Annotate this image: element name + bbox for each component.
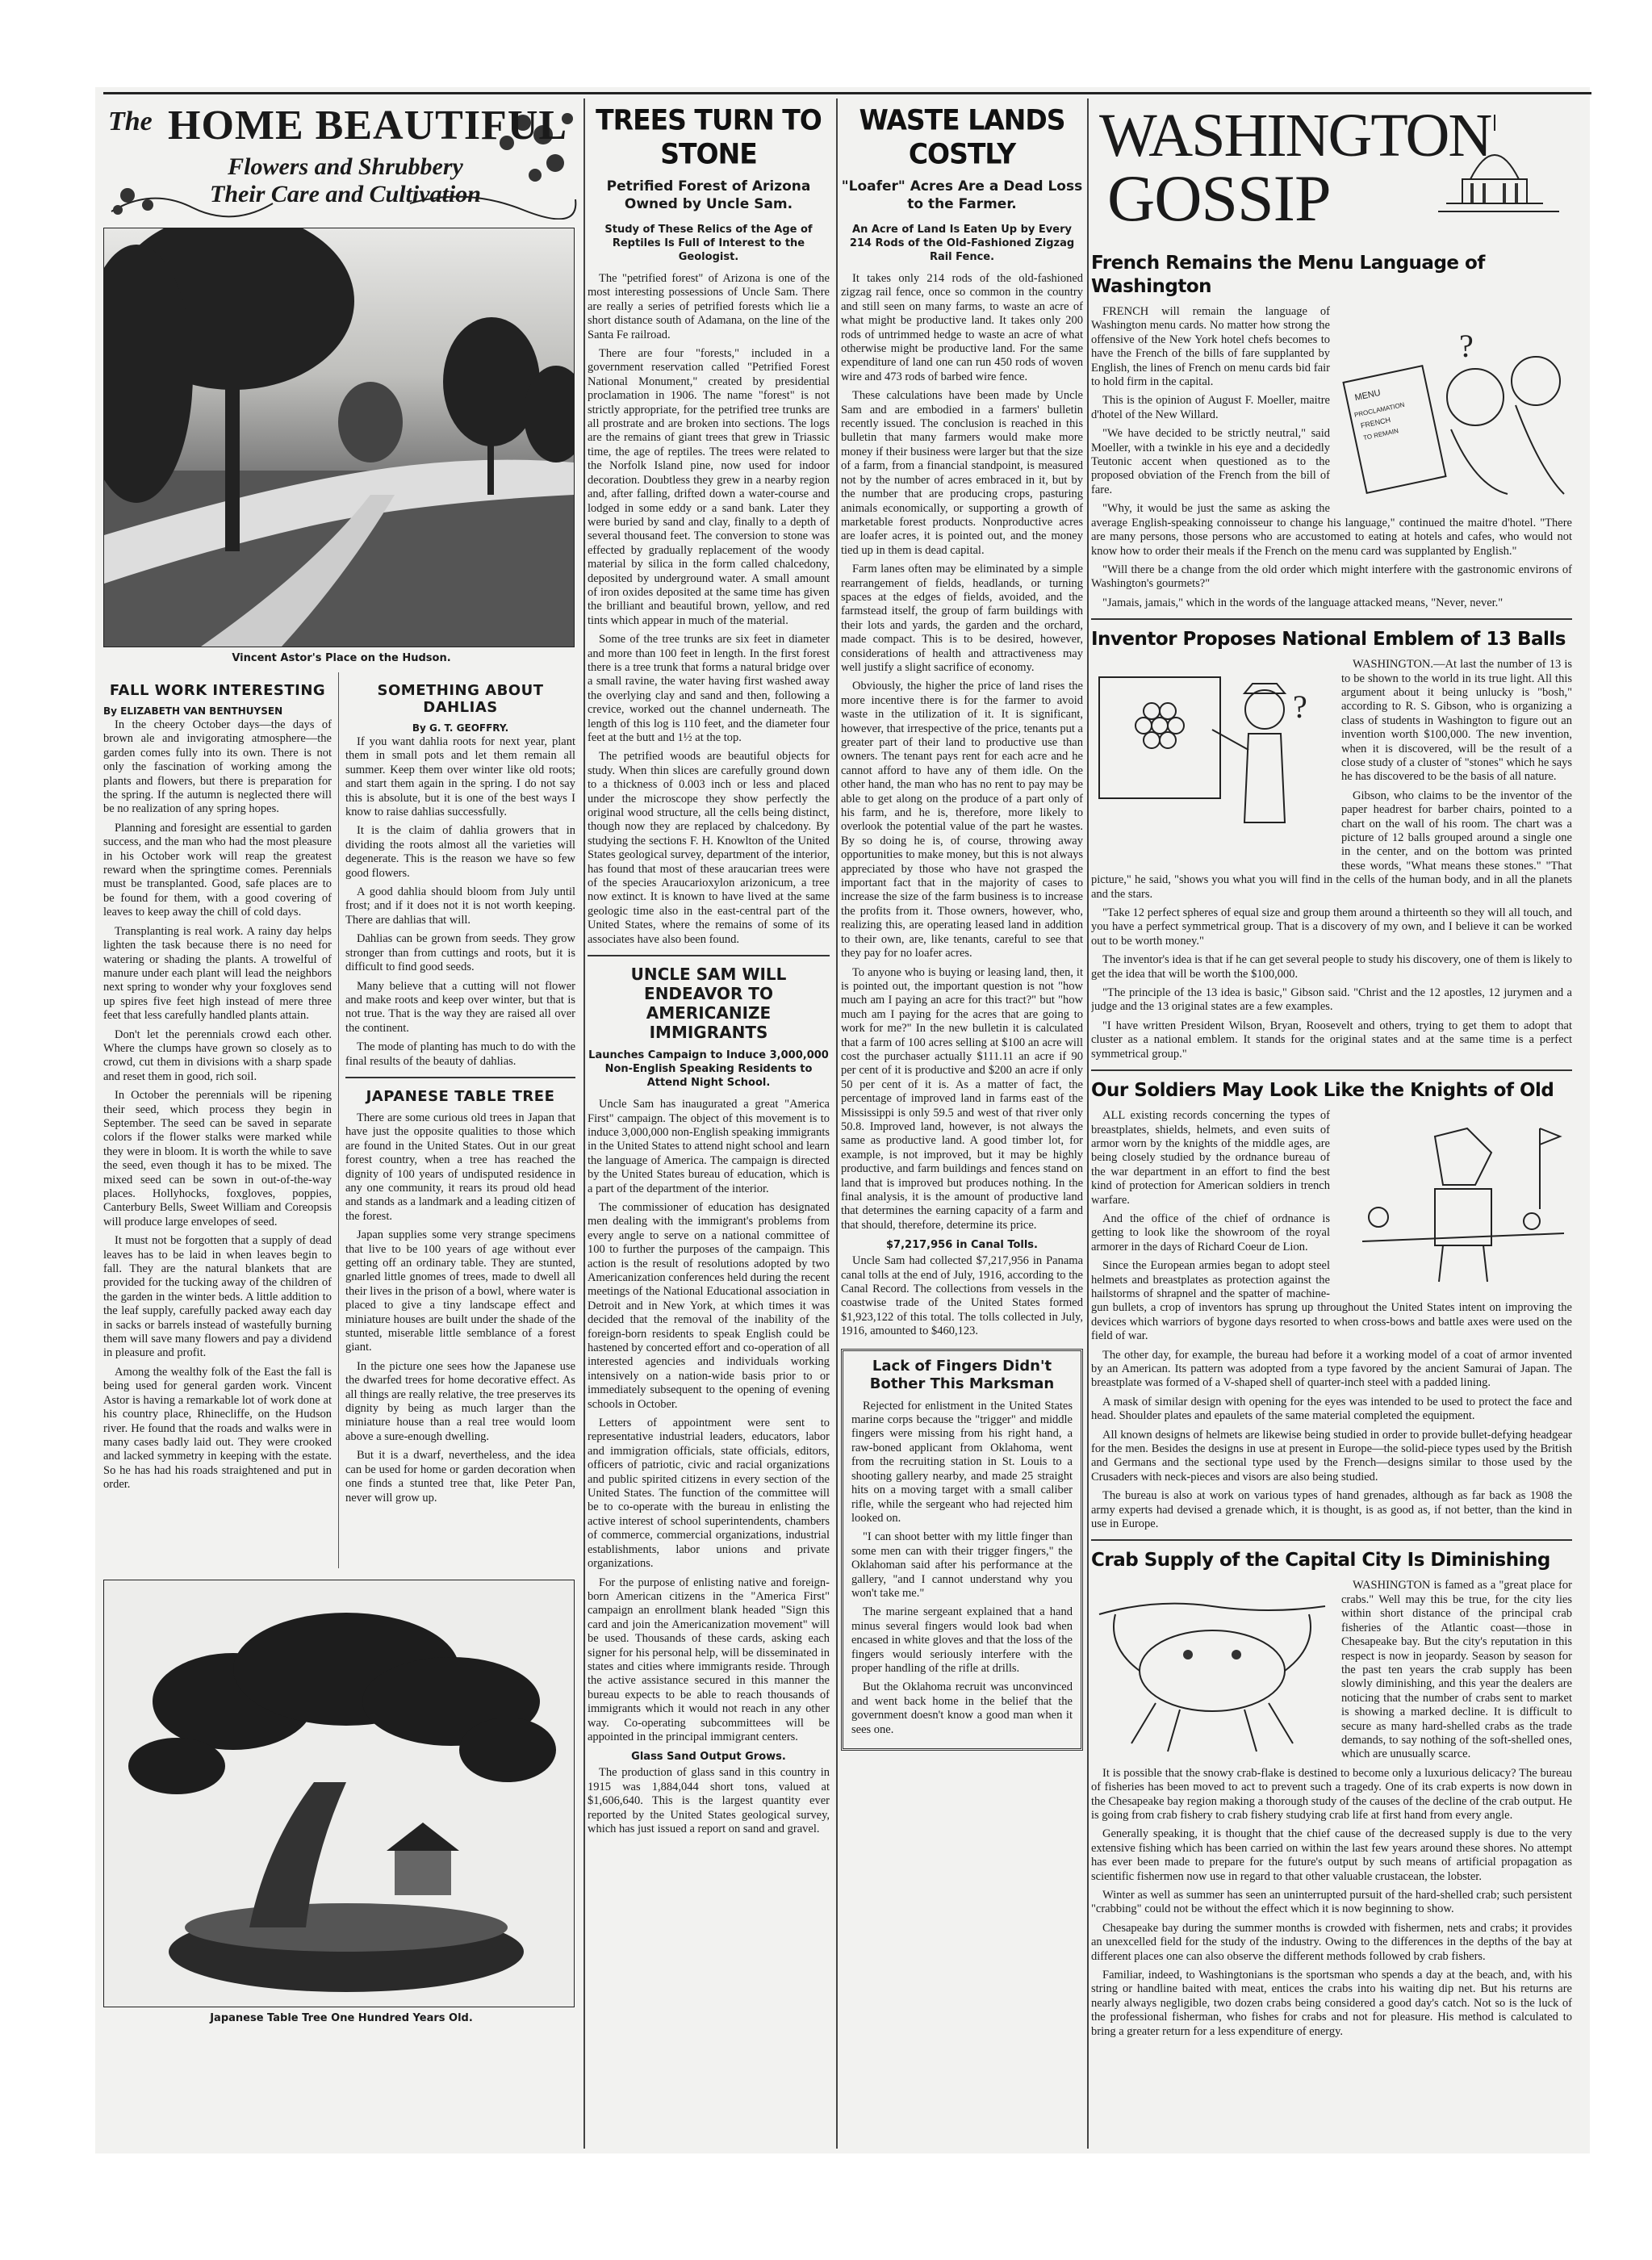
waste-lands-column bbox=[841, 98, 1083, 2149]
menu-card-text: MENU bbox=[1353, 387, 1382, 404]
fall-work-headline: FALL WORK INTERESTING bbox=[109, 682, 326, 699]
dahlias-para: Many believe that a cutting will not flower and make roots and keep over winter, but that is not true. That is the way they are raised all over the continent. bbox=[345, 979, 575, 1035]
immigrants-deck: Launches Campaign to Induce 3,000,000 Non-English Speaking Residents to Attend Night School. bbox=[588, 1049, 829, 1090]
home-beautiful-column bbox=[103, 98, 579, 2149]
trees-stone-headline: TREES TURN TO STONE bbox=[596, 103, 822, 170]
estate-road-illustration bbox=[104, 228, 574, 647]
french-menu-para: "Will there be a change from the old order which might interfere with the gastronomic environs of Washington's gourmets?" bbox=[1091, 563, 1572, 591]
astor-photo-caption: Vincent Astor's Place on the Hudson. bbox=[232, 652, 451, 664]
masthead-title: HOME BEAUTIFUL bbox=[168, 103, 568, 149]
thirteen-balls-para: "Take 12 perfect spheres of equal size and group them around a thirteenth so they will all touch, and you have a perfect symmetrical group. That is a discovery of my own, and I believe it can be worked out to be worth money." bbox=[1091, 906, 1572, 948]
marksman-para: But the Oklahoma recruit was unconvinced and went back home in the belief that the government doesn't know a good man when it sees one. bbox=[851, 1680, 1073, 1736]
crab-supply-para: WASHINGTON is famed as a "great place for crabs." Well may this be true, for the city lies within short distance of the principal crab fisheries of the Atlantic coast—those in Chesapeake bay. But the city's reputation in this respect is now in jeopardy. Season by season for the past ten years the crab supply has been slowly diminishing, and this year the dealers are noticing that the number of crabs sent to market is showing a marked decline. It is difficult to secure as many hard-shelled crabs as the trade demands, to say nothing of the soft-shelled ones, which are unusually scarce. bbox=[1341, 1579, 1572, 1761]
japanese-tree-headline: JAPANESE TABLE TREE bbox=[366, 1087, 555, 1105]
knights-para: A mask of similar design with opening for the eyes was intended to be used to protect the face and head. Shoulder plates and epaulets of the same material completed the equipment. bbox=[1091, 1395, 1572, 1423]
thirteen-balls-para: "The principle of the 13 idea is basic," Gibson said. "Christ and the 12 apostles, 12 jurymen and a judge and the 13 original states are a few examples. bbox=[1091, 986, 1572, 1014]
knights-para: All known designs of helmets are likewise being studied in order to provide bullet-defying headgear for the men. Besides the designs in use at present in Europe—the solid-piece types used by the British and Germans and the sectional type used by the French—designs similar to those used by the Crusaders with neck-pieces and visors are also being studied. bbox=[1091, 1428, 1572, 1484]
table-tree-caption: Japanese Table Tree One Hundred Years Old. bbox=[210, 2012, 473, 2024]
crab-supply-para: Chesapeake bay during the summer months is crowded with fishermen, nets and crabs; it provides an unexcelled field for the study of the industry. Owing to the differences in the depths of the bay at different places one can also observe the different methods followed by crab fishers. bbox=[1091, 1921, 1572, 1963]
menu-card-text: PROCLAMATION bbox=[1353, 400, 1406, 419]
marksman-box bbox=[841, 1349, 1083, 1751]
canal-tolls-headline: $7,217,956 in Canal Tolls. bbox=[886, 1239, 1038, 1252]
marksman-headline: Lack of Fingers Didn't Bother This Marksman bbox=[869, 1357, 1055, 1392]
crab-supply-para: Winter as well as summer has seen an uninterrupted pursuit of the hard-shelled crab; such persistent "crabbing" could not be without the effect which it is now beginning to show. bbox=[1091, 1889, 1572, 1916]
dahlias-para: The mode of planting has much to do with the final results of the beauty of dahlias. bbox=[345, 1040, 575, 1068]
dahlias-byline: By G. T. GEOFFRY. bbox=[412, 722, 509, 734]
armor-cartoon-illustration bbox=[1338, 1112, 1572, 1290]
french-menu-para: "We have decided to be strictly neutral," said Moeller, with a twinkle in his eye and a decidedly Teutonic accent when questioned as to the proposed obviation of the French from the bill of fare. bbox=[1091, 427, 1330, 496]
washington-gossip-masthead bbox=[1091, 98, 1572, 244]
japanese-tree-para: In the picture one sees how the Japanese use the dwarfed trees for home decorative effect. As all things are really relative, the tree preserves its dignity by being as much larger than the miniature house than a real tree would loom above a sure-enough dwelling. bbox=[345, 1359, 575, 1443]
immigrants-para: The commissioner of education has designated men dealing with the immigrant's problems from every angle to serve on a national committee of 100 to further the purposes of the campaign. This action is the result of resolutions adopted by two Americanization conferences held during the recent meetings of the National Educational association in Detroit and in New York, at which times it was decided that the removal of the inability of the foreign-born residents to speak English could be hastened by concerted effort and co-operation of all interested agencies and individuals working intensively on a nation-wide basis prior to or immediately subsequent to the opening of evening schools in October. bbox=[588, 1200, 830, 1411]
knights-para: The bureau is also at work on various types of hand grenades, although as far back as 1908 the army experts had devised a grenade which, it is thought, is as good as, if not better, than the kind in use in Europe. bbox=[1091, 1489, 1572, 1531]
knights-para: Since the European armies began to adopt steel helmets and breastplates as protection against the hailstorms of shrapnel and the spatter of machine-gun bullets, a crop of inventors has sprung up throughout the United States intent on improving the devices which warriors of bygone days resorted to when cross-bows and battle axes were used on the field of war. bbox=[1091, 1259, 1572, 1343]
separator bbox=[345, 1077, 575, 1078]
trees-stone-para: The petrified woods are beautiful objects for study. When thin slices are carefully ground down to a thickness of 0.003 inch or less and placed under the microscope they show perfectly the original wood structure, all the cells being distinct, though now they are replaced by chalcedony. By studying the sections F. H. Knowlton of the United States geological survey, department of the interior, has found that most of these araucarian trees were of the species Araucarioxylon arizonicum, a tree now extinct. It is known to have lived at the same geologic time also in the east-central part of the United States, where the remains of some of its associates have also been found. bbox=[588, 750, 830, 946]
trees-stone-para: The "petrified forest" of Arizona is one of the most interesting possessions of Uncle Sam. There are really a series of petrified forests which lie a short distance south of Adamana, on the line of the Santa Fe railroad. bbox=[588, 272, 830, 341]
immigrants-para: For the purpose of enlisting native and foreign-born American citizens in the "America First" campaign an enrollment blank headed "Sign this card and join the Americanization movement" will be used. Thousands of these cards, asking each signer for his personal help, will be disseminated in states and cities where immigrants reside. Through the active assistance secured in this manner the bureau expects to be able to reach thousands of immigrants which it would not reach in any other way. Co-operating subcommittees will be appointed in the principal immigrant centers. bbox=[588, 1576, 830, 1743]
dahlias-para: If you want dahlia roots for next year, plant them in small pots and let them remain all summer. Keep them over winter like old roots; and start them again in the spring. I do not say this is absolute, but it is one of the best ways I know to raise dahlias successfully. bbox=[345, 735, 575, 819]
trees-stone-subdeck: Study of These Relics of the Age of Reptiles Is Full of Interest to the Geologist. bbox=[604, 224, 813, 263]
fall-work-para: Planning and foresight are essential to garden success, and the man who had the most pleasure in his October work will reap the greatest reward when the springtime comes. Perennials must be transplanted. Good, safe places are to be found for them, with a good covering of leaves to keep away the chill of cold days. bbox=[103, 821, 332, 919]
knights-para: ALL existing records concerning the types of breastplates, shields, helmets, and even suits of armor worn by the knights of the middle ages, are being closely studied by the ordnance bureau of the war department in an effort to find the best kind of protection for American soldiers in trench warfare. bbox=[1091, 1109, 1330, 1207]
svg-text:?: ? bbox=[1293, 688, 1307, 726]
french-menu-para: This is the opinion of August F. Moeller, maitre d'hotel of the New Willard. bbox=[1091, 394, 1330, 421]
dahlias-article bbox=[345, 672, 575, 1510]
thirteen-balls-para: "I have written President Wilson, Bryan, Roosevelt and others, trying to get them to adopt that cluster as a national emblem. It stands for the original states and at the same time is a perfect symmetrical group." bbox=[1091, 1019, 1572, 1061]
crab-supply-headline: Crab Supply of the Capital City Is Diminishing bbox=[1091, 1550, 1550, 1572]
fall-work-para: In October the perennials will be ripening their seed, which process they begin in September. The seed can be saved in separate colors if the flower stalks were marked while they were in bloom. It is worth the while to save the seed, even though it has to be mixed. The mixed seed can be sown in out-of-the-way places. Hollyhocks, foxgloves, poppies, Canterbury Bells, Sweet William and Coreopsis will produce large envelopes of seed. bbox=[103, 1089, 332, 1228]
trees-stone-para: Some of the tree trunks are six feet in diameter and more than 100 feet in length. In the first forest there is a tree trunk that forms a natural bridge over a small ravine, the water having first washed away the overlying clay and sand and then, following a crevice, worked out the channel underneath. The length of this log is 110 feet, and the diameter four feet at the butt and 1½ at the top. bbox=[588, 633, 830, 744]
french-menu-para: "Jamais, jamais," which in the words of the language attacked means, "Never, never." bbox=[1102, 596, 1504, 609]
gossip-title-line2: GOSSIP bbox=[1107, 161, 1331, 235]
crab-cartoon-illustration bbox=[1091, 1582, 1333, 1760]
waste-lands-para: Obviously, the higher the price of land rises the more incentive there is for the farmer to avoid waste in the utilization of it. It is significant, however, that irrespective of the price, tenants put a greater part of their land to productive use than owners. The tenant pays rent for each acre and he cannot afford to have any of them idle. On the other hand, the man who has no rent to pay may be able to get along on the produce of a part only of his farm, and he is, therefore, more likely to overlook the potential value of the part he wastes. By so doing he is, of course, throwing away opportunities to make money, but this is not always appreciated by those who have not grasped the important fact that in the majority of cases to increase the size of the farm business is to increase the profits from it. Those owners, however, who, realizing this, are operating leased land in addition to their own, are, like tenants, careful to see that they pay for no loafer acres. bbox=[841, 680, 1083, 960]
knights-para: The other day, for example, the bureau had before it a working model of a coat of armor invented by an American. Its pattern was adopted from a type favored by the ancient Samurai of Japan. The breastplate was formed of a V-shaped shell of quarter-inch steel with a padded lining. bbox=[1091, 1348, 1572, 1390]
thirteen-balls-headline: Inventor Proposes National Emblem of 13 Balls bbox=[1091, 629, 1566, 651]
glass-sand-para: The production of glass sand in this country in 1915 was 1,884,044 short tons, valued at $1,606,640. This is the largest quantity ever reported by the United States geological survey, which has just issued a report on sand and gravel. bbox=[588, 1766, 830, 1835]
marksman-para: "I can shoot better with my little finger than some men can with their trigger fingers," the Oklahoman said after his performance at the gallery, "and I cannot understand why you won't take me." bbox=[851, 1530, 1073, 1600]
column-divider bbox=[836, 98, 838, 2149]
trees-stone-deck: Petrified Forest of Arizona Owned by Uncle Sam. bbox=[606, 178, 811, 212]
astor-estate-photo bbox=[103, 228, 575, 647]
waste-lands-para: To anyone who is buying or leasing land, then, it is pointed out, the important question is not "how much am I paying an acre for this tract?" but "how much am I paying for the acres that are going to work for me?" In the new bulletin it is calculated that a farm of 100 acres selling at $100 an acre will cost the purchaser actually $111.11 an acre if 90 per cent of it is productive and $200 an acre if only 50 per cent of it is. As a matter of fact, the percentage of improved land in farms east of the Mississippi is only 59.5 and west of that river only 50.8. Improved land, however, is not always the same as productive land. A good timber lot, for example, is not improved, but it may be highly productive, and farm buildings and fences stand on land that is improved but produces nothing. In the final analysis, it is the amount of productive land that determines the earning capacity of a farm and that should, therefore, determine its price. bbox=[841, 965, 1083, 1232]
knights-para: And the office of the chief of ordnance is getting to look like the showroom of the royal armorer in the days of Richard Coeur de Lion. bbox=[1091, 1212, 1330, 1253]
inventor-cartoon-illustration bbox=[1091, 661, 1333, 855]
waste-lands-headline: WASTE LANDS COSTLY bbox=[859, 103, 1065, 170]
japanese-tree-para: But it is a dwarf, nevertheless, and the idea can be used for home or garden decoration when one finds a stunted tree that, like Peter Pan, never will grow up. bbox=[345, 1449, 575, 1505]
masthead-the: The bbox=[108, 107, 153, 136]
marksman-para: Rejected for enlistment in the United States marine corps because the "trigger" and middle fingers were missing from his right hand, a raw-boned applicant from Oklahoma, went from the recruiting station in St. Louis to a shooting gallery nearby, and made 25 straight hits on a moving target with a small caliber rifle, while the sergeant who had rejected him looked on. bbox=[851, 1399, 1073, 1525]
home-beautiful-masthead bbox=[103, 98, 579, 220]
dahlias-para: Dahlias can be grown from seeds. They grow stronger than from cuttings and roots, but it is difficult to find good seeds. bbox=[345, 932, 575, 974]
fall-work-para: Among the wealthy folk of the East the fall is being used for general garden work. Vincent Astor is having a remarkable lot of work done at his country place, Rhinecliffe, on the Hudson river. He found that the roads and walks were in many cases badly laid out. They were crooked and lacked symmetry in keeping with the estate. So he has had his roads straightened and put in order. bbox=[103, 1365, 332, 1492]
waste-lands-deck: "Loafer" Acres Are a Dead Loss to the Farmer. bbox=[841, 178, 1083, 212]
french-menu-para: FRENCH will remain the language of Washington menu cards. No matter how strong the offensive of the New York hotel chefs becomes to have the French of the bills of fare supplanted by English, the lines of French on menu cards bid fair to hold firm in the capital. bbox=[1091, 305, 1330, 389]
inventor-cartoon bbox=[1091, 661, 1333, 855]
fall-work-byline: By ELIZABETH VAN BENTHUYSEN bbox=[103, 705, 283, 717]
chef-cartoon-illustration bbox=[1338, 308, 1572, 510]
fall-work-para: In the cheery October days—the days of brown ale and invigorating atmosphere—the garden comes fully into its own. There is not only the fascination of working among the plants and flowers, but there is preparation for the spring. If the autumn is neglected there will be no realization of any spring hopes. bbox=[103, 718, 332, 816]
immigrants-para: Uncle Sam has inaugurated a great "America First" campaign. The object of this movement is to induce 3,000,000 non-English speaking immigrants in the United States to attend night school and learn the language of America. The campaign is directed by the United States bureau of education, which is a part of the department of the interior. bbox=[588, 1098, 830, 1195]
dahlias-para: It is the claim of dahlia growers that in dividing the roots almost all the varieties will degenerate. This is the reason we have so few good flowers. bbox=[345, 824, 575, 880]
fall-work-para: Transplanting is real work. A rainy day helps lighten the task because there is no need for watering or shading the plants. A trowelful of manure under each plant will lead the neighbors next spring to wonder why your foxgloves send up spires five feet high instead of mere three feet that less carefully handled plants attain. bbox=[103, 924, 332, 1023]
table-tree-photo bbox=[103, 1580, 575, 2007]
thirteen-balls-para: The inventor's idea is that if he can get several people to study his discovery, one of them is likely to get the idea that will be worth the $100,000. bbox=[1091, 953, 1572, 981]
column-divider bbox=[583, 98, 585, 2149]
separator bbox=[588, 955, 830, 956]
canal-tolls-para: Uncle Sam had collected $7,217,956 in Panama canal tolls at the end of July, 1916, according to the Canal Record. The collections from vessels in the coastwise trade of the United States formed $1,923,122 of this total. The tolls collected in July, 1916, amounted to $460,123. bbox=[841, 1254, 1083, 1338]
fall-work-para: It must not be forgotten that a supply of dead leaves has to be laid in when leaves begin to fall. They are the natural blankets that are provided for the tucking away of the children of the garden in the winter beds. A little addition to the leaf supply, carefully packed away each day in sacks or barrels instead of wastefully burning them will save many flowers and pay a dividend in pleasure and profit. bbox=[103, 1234, 332, 1360]
trees-stone-column bbox=[588, 98, 830, 2149]
immigrants-headline: UNCLE SAM WILL ENDEAVOR TO AMERICANIZE IMMIGRANTS bbox=[630, 965, 787, 1043]
bonsai-illustration bbox=[104, 1580, 574, 2007]
glass-sand-headline: Glass Sand Output Grows. bbox=[631, 1751, 786, 1764]
fall-work-article bbox=[103, 672, 332, 1497]
japanese-tree-para: Japan supplies some very strange specimens that live to be 100 years of age without ever getting off an ordinary table. They are stunted, gnarled little gnomes of trees, made to dwell all their lives in the prison of a bowl, where water is placed to give a tiny landscape effect and miniature houses are built under the shade of the stunted, miserable little semblance of a forest giant. bbox=[345, 1228, 575, 1354]
fall-work-para: Don't let the perennials crowd each other. Where the clumps have grown so closely as to crowd, cut them in divisions with a sharp spade and reset them in good, rich soil. bbox=[103, 1027, 332, 1083]
menu-card-text: TO REMAIN bbox=[1362, 427, 1399, 442]
immigrants-para: Letters of appointment were sent to representative industrial leaders, educators, labor and immigration officials, state officials, editors, officers of patriotic, civic and racial organizations and public spirited citizens in every section of the United States. The function of the committee will be to co-operate with the bureau in enlisting the active interest of school superintendents, chambers of commerce, commercial organizations, industrial establishments, labor unions and private organizations. bbox=[588, 1417, 830, 1571]
waste-lands-para: It takes only 214 rods of the old-fashioned zigzag rail fence, once so common in the country and still seen on many farms, to waste an acre of what might be productive land. It takes only 200 rods of untrimmed hedge to waste an acre of what otherwise might be productive land. For the same expenditure of land one can run 450 rods of woven wire and 473 rods of barbed wire fence. bbox=[841, 272, 1083, 383]
trees-stone-para: There are four "forests," included in a government reservation called "Petrified Forest National Monument," created by presidential proclamation in 1906. The name "forest" is not strictly appropriate, for the petrified tree trunks are all prostrate and are broken into sections. The logs are the remains of giant trees that grew in Triassic time, the age of reptiles. The trees were related to the Norfolk Island pine, now used for indoor decoration. Doubtless they grew in a nearby region and, after falling, drifted down a water-course and lodged in some eddy or a sand bank. Later they were buried by sand and clay, finally to a depth of several thousand feet. The conversion to stone was effected by gradually replacement of the woody material by silica in the form called chalcedony, deposited by underground water. A small amount of iron oxides deposited at the same time has given the brilliant and beautiful brown, yellow, and red tints which appear in much of the material. bbox=[588, 347, 830, 627]
crab-cartoon bbox=[1091, 1582, 1333, 1760]
separator bbox=[1091, 618, 1572, 620]
thirteen-balls-para: WASHINGTON.—At last the number of 13 is to be shown to the world in its true light. All this argument about it being unlucky is "bosh," according to R. S. Gibson, who is organizing a class of students in Washington to figure out an invention worth $100,000. The new invention, when it is discovered, will be the result of a close study of a cluster of "stones" which he says he has discovered to be the basis of all nature. bbox=[1341, 658, 1572, 784]
washington-gossip-column bbox=[1091, 98, 1572, 2149]
top-rule bbox=[103, 92, 1591, 94]
masthead-line2: Flowers and Shrubbery bbox=[228, 153, 463, 180]
chef-cartoon bbox=[1338, 308, 1572, 510]
masthead-line3: Their Care and Cultivation bbox=[210, 181, 481, 207]
armor-cartoon bbox=[1338, 1112, 1572, 1290]
separator bbox=[1091, 1539, 1572, 1541]
dahlias-headline: SOMETHING ABOUT DAHLIAS bbox=[377, 682, 544, 716]
menu-card-text: FRENCH bbox=[1360, 415, 1391, 430]
crab-supply-para: Generally speaking, it is thought that the chief cause of the decreased supply is due to the very extensive fishing which has been carried on within the last few years around these shores. No attempt has ever been made to prepare for the future's output by such means of artificial propagation as scientific fishermen now use in regard to that other valuable crustacean, the lobster. bbox=[1091, 1827, 1572, 1883]
gossip-title-line1: WASHINGTON bbox=[1099, 102, 1491, 170]
waste-lands-subdeck: An Acre of Land Is Eaten Up by Every 214 Rods of the Old-Fashioned Zigzag Rail Fence. bbox=[849, 224, 1075, 263]
dahlias-para: A good dahlia should bloom from July until frost; and if it does not it is not worth keeping. There are dahlias that will. bbox=[345, 885, 575, 927]
separator bbox=[1091, 1069, 1572, 1071]
french-menu-para: "Why, it would be just the same as asking the average English-speaking connoisseur to change his language," continued the maitre d'hotel. "There are many persons, those persons who are accustomed to eating at hotels and cafes, who would not know how to order their meals if the French on the menu card was supplanted by English." bbox=[1091, 502, 1572, 558]
svg-text:?: ? bbox=[1459, 328, 1474, 364]
inner-divider bbox=[338, 672, 339, 1568]
waste-lands-para: Farm lanes often may be eliminated by a simple rearrangement of fields, headlands, or turning spaces at the edges of fields, avoided, and the farmstead itself, the group of farm buildings with their lots and yards, the garden and the orchard, made compact. This is to be desired, however, considerations of health and attractiveness may well justify a slight sacrifice of economy. bbox=[841, 563, 1083, 674]
waste-lands-para: These calculations have been made by Uncle Sam and are embodied in a farmers' bulletin recently issued. The conclusion is reached in this bulletin that many farmers would make more money if their business were larger but that the size of a farm, from a financial standpoint, is measured not by the number of acres embraced in it, but by the number that are producing crops, pasturing animals economically, or supporting a growth of marketable forest products. Nonproductive acres are loafer acres, it is pointed out, and the money tied up in them is dead capital. bbox=[841, 389, 1083, 557]
french-menu-headline: French Remains the Menu Language of Washington bbox=[1091, 253, 1485, 297]
marksman-para: The marine sergeant explained that a hand minus several fingers would look bad when encased in white gloves and that the loss of the fingers would seriously interfere with the proper handling of the rifle at drills. bbox=[851, 1605, 1073, 1675]
thirteen-balls-para: Gibson, who claims to be the inventor of the paper headrest for barber chairs, pointed to a chart on the wall of his room. The chart was a picture of 12 balls grouped around a single one in the center, and on the bottom was printed these words, "What means these stones." "That picture," he said, "shows you what you will find in the cells of the human body, and in all the planets and the stars. bbox=[1091, 789, 1572, 901]
column-divider bbox=[1087, 98, 1089, 2149]
crab-supply-para: It is possible that the snowy crab-flake is destined to become only a luxurious delicacy? The bureau of fisheries has been moved to act to prevent such a tragedy. One of its crab experts is now down in the Chesapeake bay region making a thorough study of the causes of the decline of the crab output. He is going from crab fishery to crab fishery studying crab life at first hand from every angle. bbox=[1091, 1766, 1572, 1822]
crab-supply-para: Familiar, indeed, to Washingtonians is the sportsman who spends a day at the beach, and, with his string or handline baited with meat, entices the crabs into his waiting dip net. But his returns are nearly always negligible, two dozen crabs being considered a good day's catch. Not so is the luck of the professional fisherman, who fishes for crabs and not for pleasure. His method is calculated to bring a greater return for a less expenditure of energy. bbox=[1091, 1969, 1572, 2038]
japanese-tree-para: There are some curious old trees in Japan that have just the opposite qualities to those which are found in the United States. Out in our great forest country, when a tree has reached the dignity of 100 years of undisputed residence in any one community, it rears its proud old head and stands as a landmark and a leading citizen of the forest. bbox=[345, 1111, 575, 1223]
knights-headline: Our Soldiers May Look Like the Knights of Old bbox=[1091, 1080, 1554, 1102]
